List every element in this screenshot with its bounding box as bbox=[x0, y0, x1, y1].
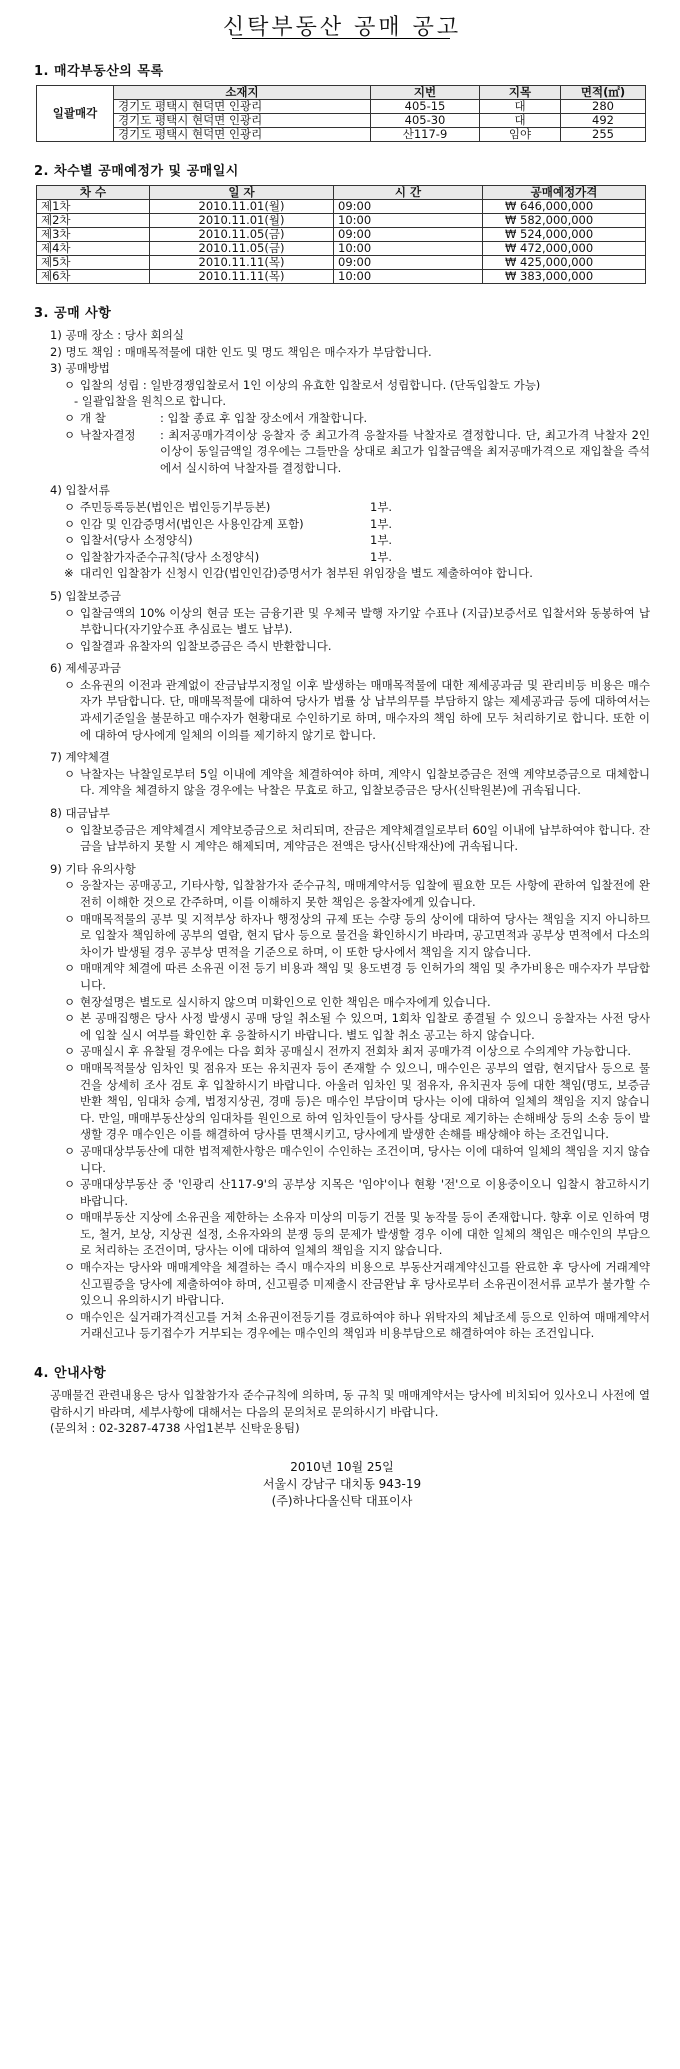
table-header: 소재지 bbox=[114, 86, 371, 100]
table-header: 지목 bbox=[480, 86, 561, 100]
title-underline bbox=[232, 38, 450, 39]
table-cell: 2010.11.11(목) bbox=[150, 256, 334, 270]
table-cell: ₩ 383,000,000 bbox=[483, 270, 646, 284]
circle-bullet-icon: ㅇ bbox=[64, 1260, 76, 1275]
method-text: : 입찰 종료 후 입찰 장소에서 개찰합니다. bbox=[160, 410, 368, 425]
method-text: 입찰의 성립 : 일반경쟁입찰로서 1인 이상의 유효한 입찰로서 성립합니다. (단독입찰도 가능) bbox=[80, 377, 541, 392]
document-name: 입찰참가자준수규칙(당사 소정양식) bbox=[80, 549, 260, 564]
table-row bbox=[37, 256, 646, 270]
circle-bullet-icon: ㅇ bbox=[64, 766, 76, 781]
table-row bbox=[37, 200, 646, 214]
table-cell: 10:00 bbox=[334, 214, 483, 228]
table-header: 일 자 bbox=[150, 186, 334, 200]
list-item bbox=[34, 822, 650, 855]
table-header: 차 수 bbox=[37, 186, 150, 200]
document-qty: 1부. bbox=[370, 516, 393, 531]
table-header: 면적(㎡) bbox=[561, 86, 646, 100]
list-item bbox=[34, 911, 650, 961]
circle-bullet-icon: ㅇ bbox=[64, 377, 76, 392]
method-bullet bbox=[34, 377, 650, 394]
item-deposit: 5) 입찰보증금 bbox=[50, 588, 122, 603]
footer-date: 2010년 10월 25일 bbox=[290, 1459, 394, 1474]
item-location: 1) 공매 장소 : 당사 회의실 bbox=[50, 328, 184, 342]
table-cell: 10:00 bbox=[334, 242, 483, 256]
table-cell: ₩ 524,000,000 bbox=[483, 228, 646, 242]
table-row bbox=[37, 270, 646, 284]
list-item bbox=[34, 605, 650, 638]
circle-bullet-icon: ㅇ bbox=[64, 1177, 76, 1192]
list-item bbox=[34, 877, 650, 910]
table-row bbox=[37, 114, 646, 128]
item-documents: 4) 입찰서류 bbox=[50, 483, 110, 498]
table-cell: 2010.11.05(금) bbox=[150, 228, 334, 242]
list-item bbox=[34, 960, 650, 993]
circle-bullet-icon: ㅇ bbox=[64, 410, 76, 425]
circle-bullet-icon: ㅇ bbox=[64, 499, 76, 514]
item-taxes: 6) 제세공과금 bbox=[50, 661, 122, 676]
table-cell: ₩ 646,000,000 bbox=[483, 200, 646, 214]
table-cell: 2010.11.11(목) bbox=[150, 270, 334, 284]
circle-bullet-icon: ㅇ bbox=[64, 533, 76, 548]
table-cell: 경기도 평택시 현덕면 인광리 bbox=[114, 100, 371, 114]
item-text: 공매대상부동산 중 '인광리 산117-9'의 공부상 지목은 '임야'이나 현황 '전'으로 이용중이오니 입찰시 참고하시기 바랍니다. bbox=[80, 1177, 650, 1208]
table-header: 시 간 bbox=[334, 186, 483, 200]
table-cell: 제5차 bbox=[37, 256, 150, 270]
circle-bullet-icon: ㅇ bbox=[64, 1309, 76, 1324]
document-name: 입찰서(당사 소정양식) bbox=[80, 533, 193, 548]
table-cell: 255 bbox=[561, 128, 646, 142]
table-cell: 09:00 bbox=[334, 200, 483, 214]
document-qty: 1부. bbox=[370, 533, 393, 548]
table-row bbox=[37, 128, 646, 142]
item-text: 소유권의 이전과 관계없이 잔금납부지정일 이후 발생하는 매매목적물에 대한 제세공과금 및 관리비등 비용은 매수자가 부담합니다. 단, 매매목적물에 대하여 당사가 법률 상 납부의무를 부담하지 않는 제세공과금 등에 대하여서는 과세기준일을 불문하고 매수자가 현황대로 수인하기로 하며, 매수자의 책임 하에 모두 처리하기로 합니다. 또한 이에 대하여 당사에게 일체의 이의를 제기하지 않기로 합니다. bbox=[80, 677, 650, 742]
table-cell: 제1차 bbox=[37, 200, 150, 214]
list-item bbox=[34, 677, 650, 743]
circle-bullet-icon: ㅇ bbox=[64, 1210, 76, 1225]
table-cell: 09:00 bbox=[334, 228, 483, 242]
table-cell: 제6차 bbox=[37, 270, 150, 284]
item-text: 공매대상부동산에 대한 법적제한사항은 매수인이 수인하는 조건이며, 당사는 이에 대하여 일체의 책임을 지지 않습니다. bbox=[80, 1143, 650, 1175]
section-2-heading: 2. 차수별 공매예정가 및 공매일시 bbox=[34, 164, 239, 179]
property-table bbox=[36, 85, 646, 142]
table-cell: 2010.11.01(월) bbox=[150, 200, 334, 214]
document-name: 주민등록등본(법인은 법인등기부등본) bbox=[80, 499, 271, 514]
item-text: 매매부동산 지상에 소유권을 제한하는 소유자 미상의 미등기 건물 및 농작물 등이 존재합니다. 향후 이로 인하여 명도, 철거, 보상, 지상권 설정, 소유자와의 분쟁 등의 문제가 발생할 경우 이에 대한 일체의 책임은 매수인의 부담으로 처리하는 조건이며, 당사는 이에 대하여 일체의 책임을 지지 않습니다. bbox=[80, 1210, 650, 1258]
list-item bbox=[34, 1143, 650, 1176]
table-cell: 대 bbox=[480, 100, 561, 114]
method-bullet bbox=[34, 410, 650, 427]
circle-bullet-icon: ㅇ bbox=[64, 994, 76, 1009]
list-item bbox=[34, 1309, 650, 1342]
table-cell: 405-30 bbox=[371, 114, 480, 128]
table-cell: 대 bbox=[480, 114, 561, 128]
section-3-heading: 3. 공매 사항 bbox=[34, 306, 112, 321]
list-item bbox=[34, 1010, 650, 1043]
circle-bullet-icon: ㅇ bbox=[64, 911, 76, 926]
circle-bullet-icon: ㅇ bbox=[64, 1011, 76, 1026]
proxy-note bbox=[34, 565, 650, 582]
footer-address: 서울시 강남구 대치동 943-19 bbox=[262, 1476, 422, 1491]
page-title: 신탁부동산 공매 공고 bbox=[222, 15, 462, 40]
section-1-heading: 1. 매각부동산의 목록 bbox=[34, 64, 164, 79]
section-4-heading: 4. 안내사항 bbox=[34, 1366, 107, 1382]
table-header-row bbox=[37, 86, 646, 100]
table-cell: 산117-9 bbox=[371, 128, 480, 142]
item-text: 공매실시 후 유찰될 경우에는 다음 회차 공매실시 전까지 전회차 최저 공매가격 이상으로 수의계약 가능합니다. bbox=[80, 1044, 632, 1059]
circle-bullet-icon: ㅇ bbox=[64, 605, 76, 620]
list-item bbox=[34, 994, 650, 1011]
table-header-row bbox=[37, 186, 646, 200]
item-other: 9) 기타 유의사항 bbox=[50, 861, 136, 876]
circle-bullet-icon: ㅇ bbox=[64, 549, 76, 564]
item-text: 현장설명은 별도로 실시하지 않으며 미확인으로 인한 책임은 매수자에게 있습니다. bbox=[80, 994, 491, 1009]
table-row bbox=[37, 214, 646, 228]
item-text: 매매목적물상 임차인 및 점유자 또는 유치권자 등이 존재할 수 있으니, 매수인은 공부의 열람, 현지답사 등으로 물건을 상세히 조사 검토 후 입찰하시기 바랍니다. 아울러 임차인 및 점유자, 유치권자 등에 대한 책임(명도, 보증금반환 책임, 임대차 승계, 법정지상권, 경매 등)은 매수인 부담이며 당사는 이에 대하여 일체의 책임을 지지 않습니다. 만일, 매매부동산상의 임대차를 원인으로 하여 임차인들이 당사를 상대로 제기하는 손해배상 등의 소송 등이 발생할 경우 매수인은 이를 해결하여 당사를 면책시키고, 당사에게 발생한 손해를 배상해야 하는 조건입니다. bbox=[80, 1060, 650, 1142]
circle-bullet-icon: ㅇ bbox=[64, 516, 76, 531]
table-cell: 제2차 bbox=[37, 214, 150, 228]
item-text: 매매목적물의 공부 및 지적부상 하자나 행정상의 규제 또는 수량 등의 상이에 대하여 당사는 책임을 지지 아니하므로 입찰자 책임하에 공부의 열람, 현지 답사 등으로 물건을 확인하시기 바라며, 공고면적과 공부상 면적에서 다소의 차이가 발생될 경우 공부상 면적을 기준으로 하며, 이 또한 당사에서 책임을 지지 않습니다. bbox=[80, 911, 650, 959]
schedule-table bbox=[36, 185, 646, 284]
item-delivery: 2) 명도 책임 : 매매목적물에 대한 인도 및 명도 책임은 매수자가 부담합니다. bbox=[50, 344, 432, 359]
method-sub: - 일괄입찰을 원칙으로 합니다. bbox=[74, 394, 227, 409]
table-row bbox=[37, 242, 646, 256]
table-cell: ₩ 582,000,000 bbox=[483, 214, 646, 228]
footer-company: (주)하나다올신탁 대표이사 bbox=[271, 1493, 413, 1508]
circle-bullet-icon: ㅇ bbox=[64, 878, 76, 893]
table-header: 지번 bbox=[371, 86, 480, 100]
item-text: 응찰자는 공매공고, 기타사항, 입찰참가자 준수규칙, 매매계약서등 입찰에 필요한 모든 사항에 관하여 입찰전에 완전히 이해한 것으로 간주하며, 이를 이해하지 못한 책임은 응찰자에게 있습니다. bbox=[80, 878, 650, 909]
item-text: 매수자는 당사와 매매계약을 체결하는 즉시 매수자의 비용으로 부동산거래계약신고를 완료한 후 당사에 거래계약신고필증을 당사에 제출하여야 하며, 신고필증 미제출시 잔금완납 후 당사로부터 소유권이전서류 교부가 불가할 수 있으니 유의하시기 바랍니다. bbox=[80, 1260, 650, 1308]
circle-bullet-icon: ㅇ bbox=[64, 1143, 76, 1158]
circle-bullet-icon: ㅇ bbox=[64, 961, 76, 976]
table-row bbox=[37, 228, 646, 242]
item-contract: 7) 계약체결 bbox=[50, 750, 110, 765]
table-cell: 경기도 평택시 현덕면 인광리 bbox=[114, 114, 371, 128]
list-item bbox=[34, 766, 650, 799]
circle-bullet-icon: ㅇ bbox=[64, 1060, 76, 1075]
list-item bbox=[34, 638, 650, 655]
list-item bbox=[34, 1259, 650, 1309]
item-text: 낙찰자는 낙찰일로부터 5일 이내에 계약을 체결하여야 하며, 계약시 입찰보증금은 전액 계약보증금으로 대체합니다. 계약을 체결하지 않을 경우에는 낙찰은 무효로 하고, 입찰보증금은 당사(신탁원본)에 귀속됩니다. bbox=[80, 766, 650, 798]
table-cell: 임야 bbox=[480, 128, 561, 142]
circle-bullet-icon: ㅇ bbox=[64, 638, 76, 653]
table-cell: ₩ 472,000,000 bbox=[483, 242, 646, 256]
method-label: 낙찰자결정 bbox=[80, 427, 136, 442]
list-item bbox=[34, 499, 650, 516]
document-qty: 1부. bbox=[370, 549, 393, 564]
list-item bbox=[34, 1176, 650, 1209]
item-payment: 8) 대금납부 bbox=[50, 806, 110, 821]
table-row bbox=[37, 100, 646, 114]
auction-terms bbox=[34, 327, 650, 1342]
list-item bbox=[34, 1209, 650, 1259]
contact-info: (문의처 : 02-3287-4738 사업1본부 신탁운용팀) bbox=[50, 1421, 300, 1436]
item-method: 3) 공매방법 bbox=[50, 361, 110, 376]
document-name: 인감 및 인감증명서(법인은 사용인감계 포함) bbox=[80, 516, 304, 531]
item-text: 입찰보증금은 계약체결시 계약보증금으로 처리되며, 잔금은 계약체결일로부터 60일 이내에 납부하여야 합니다. 잔금을 납부하지 못할 시 계약은 해제되며, 계약금은 전액은 당사(신탁재산)에 귀속됩니다. bbox=[80, 822, 650, 854]
table-cell: 405-15 bbox=[371, 100, 480, 114]
method-label: 개 찰 bbox=[80, 410, 106, 425]
circle-bullet-icon: ㅇ bbox=[64, 822, 76, 837]
list-item bbox=[34, 532, 650, 549]
circle-bullet-icon: ㅇ bbox=[64, 677, 76, 692]
list-item bbox=[34, 1043, 650, 1060]
guide-body: 공매물건 관련내용은 당사 입찰참가자 준수규칙에 의하며, 동 규칙 및 매매계약서는 당사에 비치되어 있사오니 사전에 열람하시기 바라며, 세부사항에 대해서는 다음의 문의처로 문의하시기 바랍니다. bbox=[50, 1388, 650, 1419]
document-qty: 1부. bbox=[370, 499, 393, 514]
list-item bbox=[34, 516, 650, 533]
circle-bullet-icon: ㅇ bbox=[64, 427, 76, 442]
table-header: 공매예정가격 bbox=[483, 186, 646, 200]
footer bbox=[34, 1459, 650, 1510]
method-text: : 최저공매가격이상 응찰자 중 최고가격 응찰자를 낙찰자로 결정합니다. 단, 최고가격 낙찰자 2인 이상이 동일금액일 경우에는 그들만을 상대로 최고가 입찰금액을 최저공매가격으로 재입찰을 즉석에서 실시하여 낙찰자를 결정합니다. bbox=[160, 427, 650, 475]
table-cell: 492 bbox=[561, 114, 646, 128]
table-cell: 10:00 bbox=[334, 270, 483, 284]
note-text: 대리인 입찰참가 신청시 인감(법인인감)증명서가 첨부된 위임장을 별도 제출하여야 합니다. bbox=[80, 566, 533, 581]
list-item bbox=[34, 1060, 650, 1143]
item-text: 입찰결과 유찰자의 입찰보증금은 즉시 반환합니다. bbox=[80, 638, 332, 653]
table-cell: 2010.11.05(금) bbox=[150, 242, 334, 256]
list-item bbox=[34, 549, 650, 566]
method-bullet bbox=[34, 427, 650, 477]
table-cell: 2010.11.01(월) bbox=[150, 214, 334, 228]
item-text: 입찰금액의 10% 이상의 현금 또는 금융기관 및 우체국 발행 자기앞 수표나 (지급)보증서로 입찰서와 동봉하여 납부합니다(자기앞수표 추심료는 별도 납부). bbox=[80, 605, 650, 637]
table-cell: 경기도 평택시 현덕면 인광리 bbox=[114, 128, 371, 142]
table-cell: 09:00 bbox=[334, 256, 483, 270]
group-label: 일괄매각 bbox=[37, 86, 114, 142]
circle-bullet-icon: ㅇ bbox=[64, 1044, 76, 1059]
reference-mark-icon: ※ bbox=[64, 566, 74, 581]
table-cell: ₩ 425,000,000 bbox=[483, 256, 646, 270]
table-cell: 제3차 bbox=[37, 228, 150, 242]
table-cell: 제4차 bbox=[37, 242, 150, 256]
table-cell: 280 bbox=[561, 100, 646, 114]
item-text: 매수인은 실거래가격신고를 거쳐 소유권이전등기를 경료하여야 하나 위탁자의 체납조세 등으로 인하여 매매계약서 거래신고나 등기접수가 거부되는 경우에는 매수인의 책임과 비용부담으로 해결하여야 하는 조건입니다. bbox=[80, 1309, 650, 1341]
item-text: 본 공매집행은 당사 사정 발생시 공매 당일 취소될 수 있으며, 1회차 입찰로 종결될 수 있으니 응찰자는 사전 당사에 입찰 실시 여부를 확인한 후 응찰하시기 바랍니다. 별도 입찰 취소 공고는 하지 않습니다. bbox=[80, 1011, 650, 1042]
item-text: 매매계약 체결에 따른 소유권 이전 등기 비용과 책임 및 용도변경 등 인허가의 책임 및 추가비용은 매수자가 부담합니다. bbox=[80, 961, 650, 992]
